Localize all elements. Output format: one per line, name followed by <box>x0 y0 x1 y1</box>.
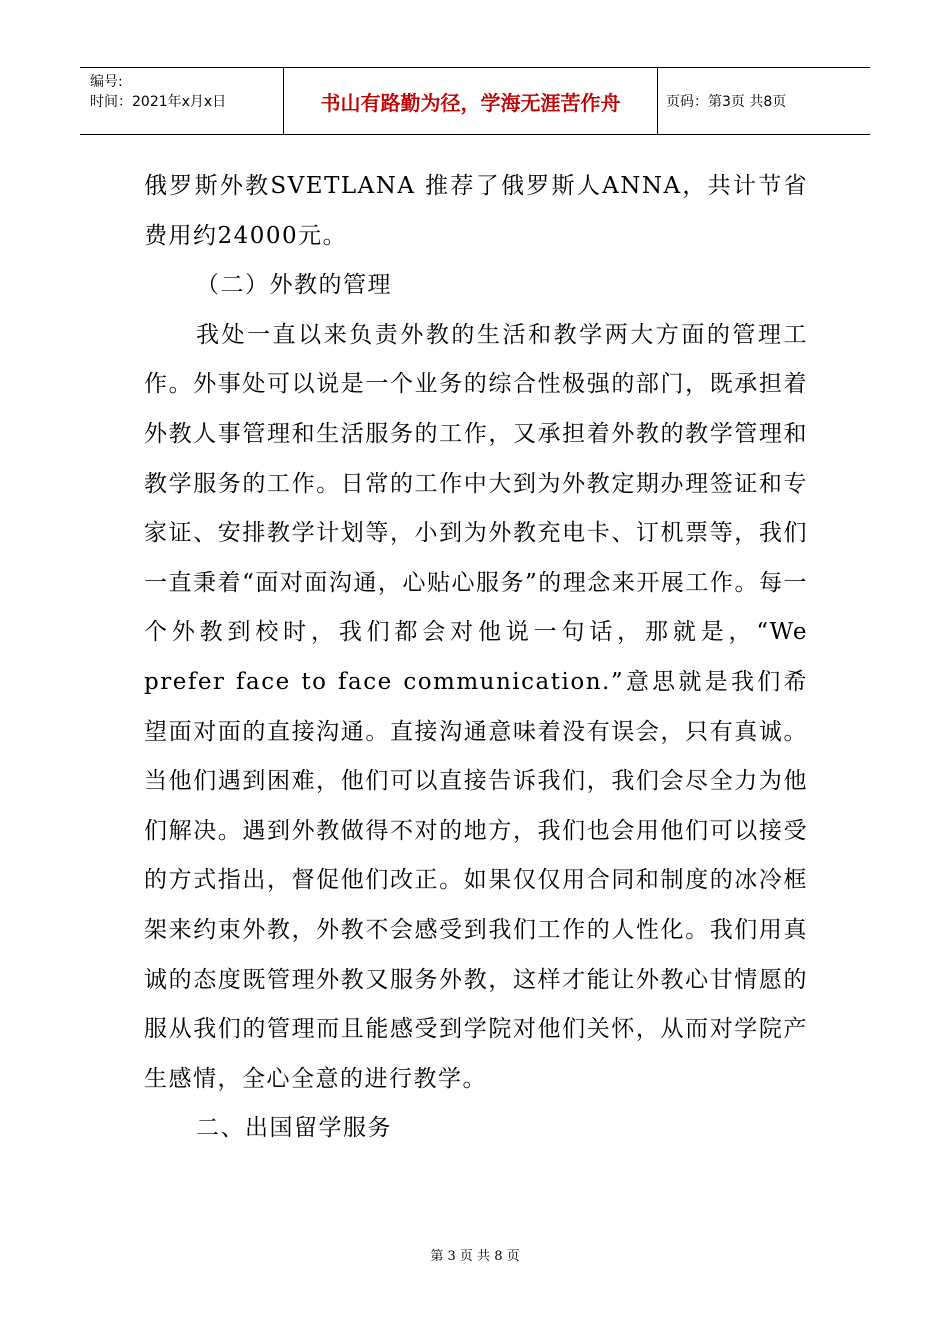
document-header <box>80 67 870 135</box>
header-meta <box>80 68 284 134</box>
page-footer: 第 3 页 共 8 页 <box>430 1249 520 1264</box>
header-page-info: 页码：第3页 共8页 <box>666 94 787 110</box>
header-motto: 书山有路勤为径，学海无涯苦作舟 <box>284 68 658 134</box>
body-paragraph: 俄罗斯外教SVETLANA 推荐了俄罗斯人ANNA，共计节省费用约24000元。 <box>144 173 808 249</box>
document-date: 时间：2021年x月x日 <box>90 94 227 110</box>
document-number-label: 编号: <box>90 74 123 90</box>
document-body <box>144 162 808 1154</box>
section-heading: 二、出国留学服务 <box>196 1115 392 1142</box>
body-paragraph: 我处一直以来负责外教的生活和教学两大方面的管理工作。外事处可以说是一个业务的综合性极强的部门，既承担着外教人事管理和生活服务的工作，又承担着外教的教学管理和教学服务的工作。日常的工作中大到为外教定期办理签证和专家证、安排教学计划等，小到为外教充电卡、订机票等，我们一直秉着“面对面沟通，心贴心服务”的理念来开展工作。每一个外教到校时，我们都会对他说一句话，那就是，“We prefer face to face communication.”意思就是我们希望面对面的直接沟通。直接沟通意味着没有误会，只有真诚。当他们遇到困难，他们可以直接告诉我们，我们会尽全力为他们解决。遇到外教做得不对的地方，我们也会用他们可以接受的方式指出，督促他们改正。如果仅仅用合同和制度的冰冷框架来约束外教，外教不会感受到我们工作的人性化。我们用真诚的态度既管理外教又服务外教，这样才能让外教心甘情愿的服从我们的管理而且能感受到学院对他们关怀，从而对学院产生感情，全心全意的进行教学。 <box>144 321 808 1092</box>
section-heading: （二）外教的管理 <box>196 272 392 299</box>
